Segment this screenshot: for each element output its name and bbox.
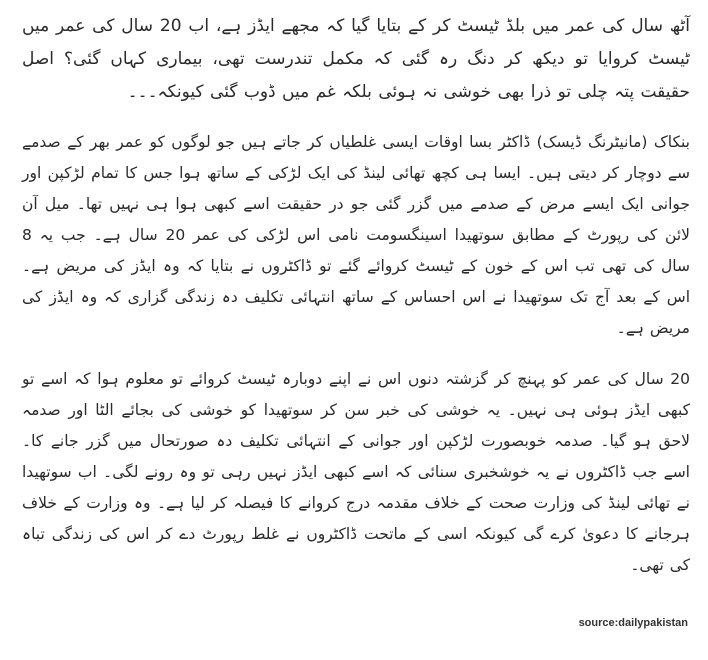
article-paragraph-2: بنکاک (مانیٹرنگ ڈیسک) ڈاکٹر بسا اوقات ایسی غلطیاں کر جاتے ہیں جو لوگوں کو عمر بھر کے صدمے سے دوچار کر دیتی ہیں۔ ایسا ہی کچھ تھائی لینڈ کی ایک لڑکی کے ساتھ ہوا جس کا تمام لڑکپن اور جوانی ایک ایسے مرض کے صدمے میں گزر گئی جو در حقیقت اسے کبھی ہوا ہی نہیں تھا۔ میل آن لائن کی رپورٹ کے مطابق سوتھیدا اسینگسومت نامی اس لڑکی کی عمر 20 سال ہے۔ جب یہ 8 سال کی تھی تب اس کے خون کے ٹیسٹ کروائے گئے تو ڈاکٹروں نے بتایا کہ وہ ایڈز کی مریض ہے۔ اس کے بعد آج تک سوتھیدا نے اس احساس کے ساتھ انتہائی تکلیف دہ زندگی گزاری کہ وہ ایڈز کی مریض ہے۔: [22, 133, 690, 337]
article-paragraph-3: 20 سال کی عمر کو پہنچ کر گزشتہ دنوں اس نے اپنے دوبارہ ٹیسٹ کروائے تو معلوم ہوا کہ اسے تو کبھی ایڈز ہوئی ہی نہیں۔ یہ خوشی کی خبر سن کر سوتھیدا کو خوشی کی بجائے الٹا اور صدمہ لاحق ہو گیا۔ صدمہ خوبصورت لڑکپن اور جوانی کے انتہائی تکلیف دہ صورتحال میں گزر جانے کا۔ اسے جب ڈاکٹروں نے یہ خوشخبری سنائی کہ اسے کبھی ایڈز نہیں رہی تو وہ رونے لگی۔ اب سوتھیدا نے تھائی لینڈ کی وزارت صحت کے خلاف مقدمہ درج کروانے کا فیصلہ کر لیا ہے۔ وہ وزارت کے خلاف ہرجانے کا دعویٰ کرے گی کیونکہ اسی کے ماتحت ڈاکٹروں نے غلط رپورٹ دے کر اس کی زندگی تباہ کی تھی۔: [22, 370, 690, 574]
article-body: [22, 10, 690, 581]
paragraph-spacer: [22, 109, 690, 127]
source-credit: source:dailypakistan: [578, 617, 688, 629]
article-paragraph-1: آٹھ سال کی عمر میں بلڈ ٹیسٹ کر کے بتایا گیا کہ مجھے ایڈز ہے، اب 20 سال کی عمر میں ٹیسٹ کروایا تو دیکھ کر دنگ رہ گئی کہ مکمل تندرست تھی، بیماری کہاں گئی؟ اصل حقیقت پتہ چلی تو ذرا بھی خوشی نہ ہوئی بلکہ غم میں ڈوب گئی کیونکہ۔۔۔: [22, 16, 691, 102]
paragraph-spacer: [22, 344, 690, 364]
